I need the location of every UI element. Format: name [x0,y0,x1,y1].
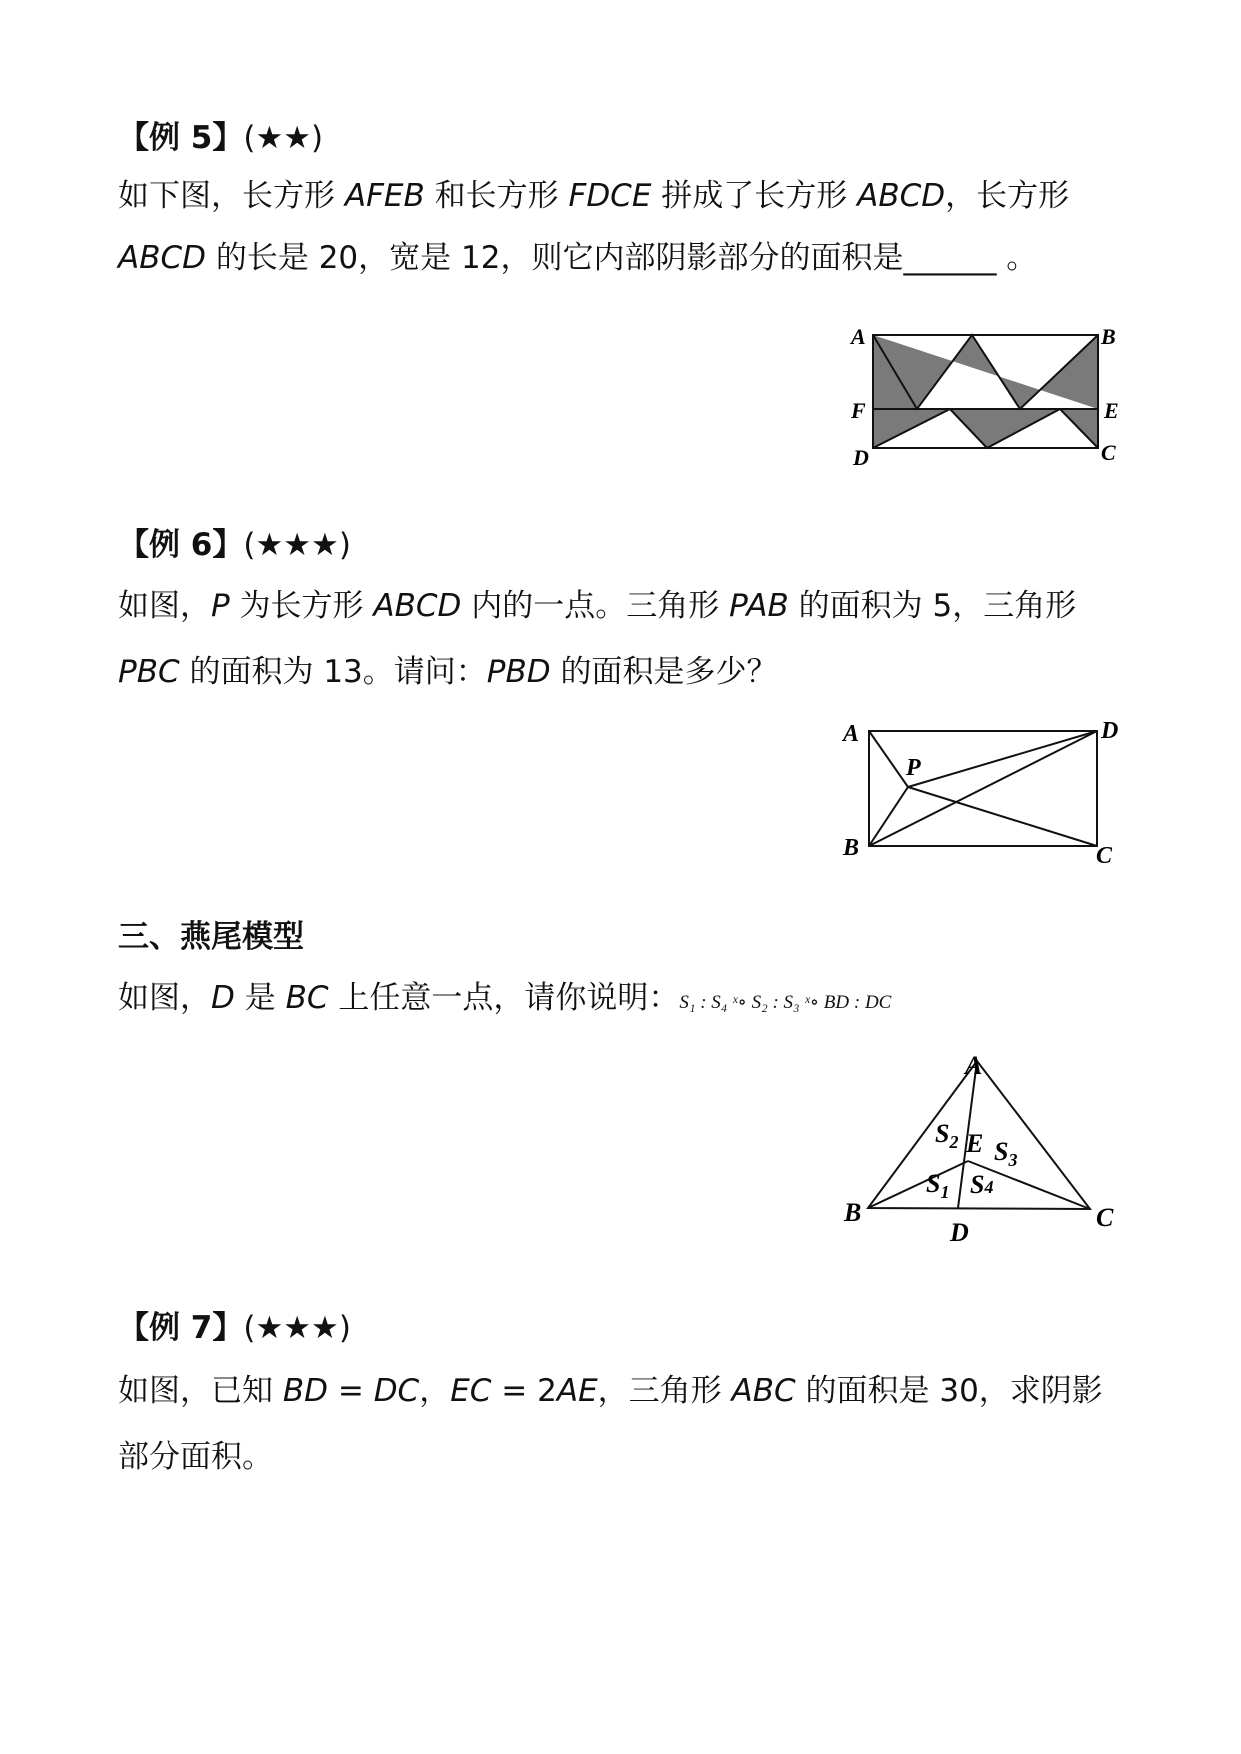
segment-pc [908,787,1097,846]
ratio-formula: S₁ : S₄ ˣ∘ S₂ : S₃ ˣ∘ BD : DC [679,992,892,1013]
example-5-text-line-2: ABCD 的长是 20，宽是 12，则它内部阴影部分的面积是______ 。 [118,240,1038,276]
figure-rectangle-point-p [835,710,1125,870]
label-e: E [1104,398,1119,423]
section-3-text: 如图，D 是 BC 上任意一点，请你说明：S₁ : S₄ ˣ∘ S₂ : S₃ ˣ∘ BD : DC [118,980,892,1016]
label-c: C [1096,843,1113,869]
label-s2: $S_2$ [935,1119,959,1152]
example-7-text-line-2: 部分面积。 [118,1439,273,1475]
label-s4: S4 [970,1170,994,1199]
label-d: D [1101,718,1119,744]
label-b: B [1101,324,1116,349]
section-3-title: 三、燕尾模型 [118,919,304,955]
label-a: A [965,1051,983,1080]
label-a: A [843,721,860,747]
label-s1: $S_1$ [926,1169,950,1202]
example-7-text-line-1: 如图，已知 BD = DC，EC = 2AE，三角形 ABC 的面积是 30，求阴影 [118,1373,1103,1409]
label-c: C [1096,1203,1114,1232]
segment-pa [869,731,908,787]
figure-rectangle-shaded [840,318,1120,468]
label-s3: $S_3$ [994,1137,1018,1170]
figure-swallowtail-triangle [835,1045,1125,1245]
segment-be [868,1161,968,1208]
example-5-text-line-1: 如下图，长方形 AFEB 和长方形 FDCE 拼成了长方形 ABCD，长方形 [118,178,1070,214]
example-5-heading: 【例 5】(★★) [118,120,324,156]
label-f: F [851,398,866,423]
segment-bd [869,731,1097,846]
label-b: B [843,835,860,861]
example-6-text-line-2: PBC 的面积为 13。请问：PBD 的面积是多少？ [118,654,778,690]
label-b: B [844,1198,862,1227]
label-d: D [853,445,869,470]
label-a: A [851,324,866,349]
label-e: E [966,1129,984,1158]
example-6-heading: 【例 6】(★★★) [118,527,351,563]
example-6-text-line-1: 如图，P 为长方形 ABCD 内的一点。三角形 PAB 的面积为 5，三角形 [118,588,1077,624]
label-d: D [950,1218,969,1247]
shaded-region-bottom-mid [950,409,1060,448]
example-7-heading: 【例 7】(★★★) [118,1310,351,1346]
label-p: P [906,755,921,781]
label-c: C [1101,440,1116,465]
